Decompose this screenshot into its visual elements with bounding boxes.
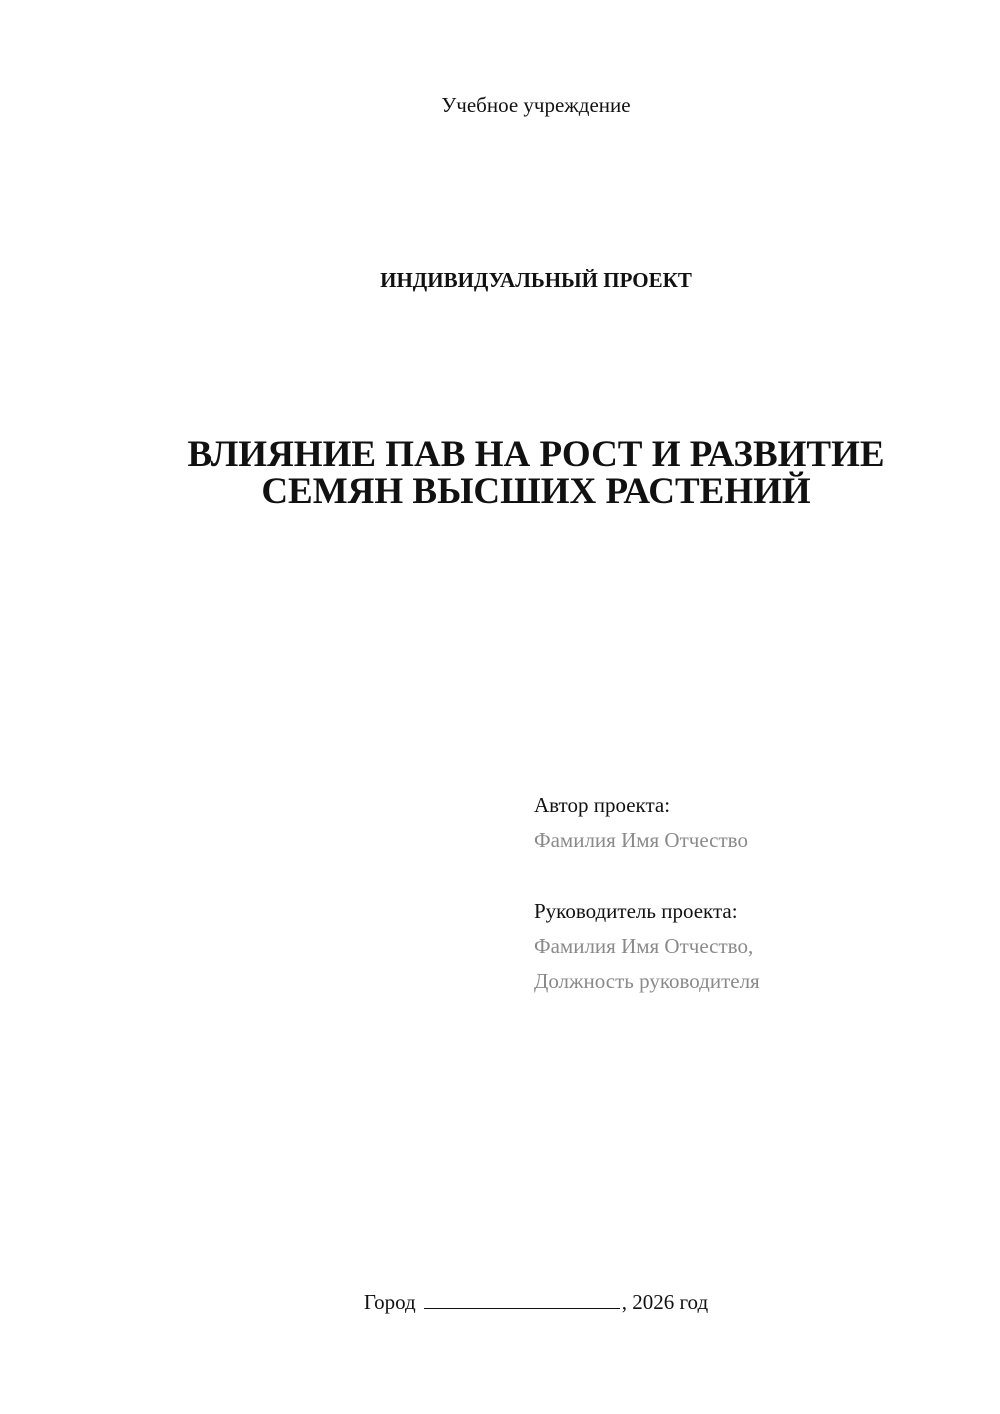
institution-name: Учебное учреждение [441, 93, 631, 117]
supervisor-name: Фамилия Имя Отчество, [534, 934, 754, 958]
project-type-heading: ИНДИВИДУАЛЬНЫЙ ПРОЕКТ [380, 268, 692, 292]
project-title-line-1: ВЛИЯНИЕ ПАВ НА РОСТ И РАЗВИТИЕ [187, 434, 885, 475]
info-spacer [534, 858, 760, 894]
author-name: Фамилия Имя Отчество [534, 828, 748, 852]
author-label: Автор проекта: [534, 793, 671, 817]
project-title [0, 436, 1000, 510]
city-label: Город [363, 1290, 416, 1314]
footer-city-year [0, 1290, 1000, 1315]
project-info-block [534, 788, 760, 999]
supervisor-position: Должность руководителя [534, 969, 760, 993]
city-blank-line [424, 1292, 620, 1309]
year-text: , 2026 год [621, 1290, 709, 1314]
project-title-line-2: СЕМЯН ВЫСШИХ РАСТЕНИЙ [261, 471, 811, 512]
supervisor-label: Руководитель проекта: [534, 899, 738, 923]
